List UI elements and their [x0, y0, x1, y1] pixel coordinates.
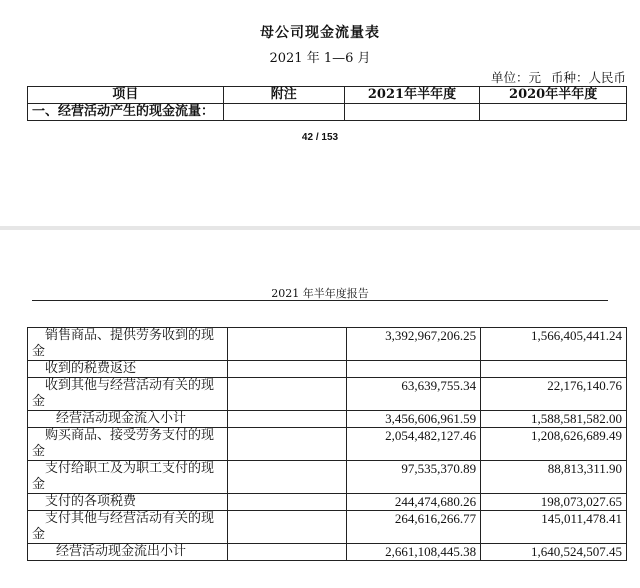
row-note	[227, 544, 347, 561]
header-row	[28, 87, 627, 104]
row-value-2021	[347, 361, 481, 378]
section-label: 一、经营活动产生的现金流量：	[28, 104, 224, 121]
header-2020: 2020年半年度	[480, 87, 627, 104]
unit-label: 单位：元	[490, 70, 541, 85]
row-value-2021: 97,535,370.89	[347, 461, 481, 494]
row-value-2021: 3,392,967,206.25	[347, 328, 481, 361]
row-item: 销售商品、提供劳务收到的现金	[28, 328, 228, 361]
row-note	[227, 328, 347, 361]
table-row	[28, 461, 627, 494]
row-note	[227, 378, 347, 411]
row-item: 收到的税费返还	[28, 361, 228, 378]
row-value-2020: 1,566,405,441.24	[481, 328, 627, 361]
cashflow-table	[27, 327, 627, 561]
row-note	[227, 411, 347, 428]
running-header: 2021 年半年度报告	[271, 287, 369, 300]
row-item: 收到其他与经营活动有关的现金	[28, 378, 228, 411]
row-value-2020: 198,073,027.65	[481, 494, 627, 511]
statement-title: 母公司现金流量表	[260, 25, 380, 41]
page-upper	[0, 0, 640, 226]
row-note	[227, 461, 347, 494]
table-row	[28, 378, 627, 411]
header-rule	[32, 300, 608, 301]
row-value-2020: 1,640,524,507.45	[481, 544, 627, 561]
header-note: 附注	[223, 87, 344, 104]
section-note-cell	[223, 104, 344, 121]
row-value-2021: 63,639,755.34	[347, 378, 481, 411]
row-value-2021: 2,661,108,445.38	[347, 544, 481, 561]
row-value-2020: 22,176,140.76	[481, 378, 627, 411]
row-item: 支付其他与经营活动有关的现金	[28, 511, 228, 544]
section-row	[28, 104, 627, 121]
row-value-2021: 244,474,680.26	[347, 494, 481, 511]
table-row	[28, 361, 627, 378]
row-note	[227, 428, 347, 461]
unit-line	[485, 68, 626, 86]
row-item: 经营活动现金流入小计	[28, 411, 228, 428]
section-2020-cell	[480, 104, 627, 121]
table-row	[28, 411, 627, 428]
page-number: 42 / 153	[301, 132, 339, 143]
table-row	[28, 494, 627, 511]
row-item: 支付给职工及为职工支付的现金	[28, 461, 228, 494]
row-note	[227, 494, 347, 511]
row-item: 经营活动现金流出小计	[28, 544, 228, 561]
header-table	[27, 86, 627, 121]
row-value-2021: 2,054,482,127.46	[347, 428, 481, 461]
header-2021: 2021年半年度	[344, 87, 480, 104]
row-value-2020: 145,011,478.41	[481, 511, 627, 544]
row-note	[227, 511, 347, 544]
header-item: 项目	[28, 87, 224, 104]
row-value-2021: 3,456,606,961.59	[347, 411, 481, 428]
row-note	[227, 361, 347, 378]
section-2021-cell	[344, 104, 480, 121]
table-row	[28, 328, 627, 361]
table-row	[28, 428, 627, 461]
statement-period: 2021 年 1—6 月	[269, 51, 371, 66]
row-value-2021: 264,616,266.77	[347, 511, 481, 544]
currency-label: 币种：人民币	[550, 70, 626, 85]
row-item: 购买商品、接受劳务支付的现金	[28, 428, 228, 461]
row-value-2020: 88,813,311.90	[481, 461, 627, 494]
row-item: 支付的各项税费	[28, 494, 228, 511]
row-value-2020	[481, 361, 627, 378]
table-row	[28, 511, 627, 544]
row-value-2020: 1,588,581,582.00	[481, 411, 627, 428]
row-value-2020: 1,208,626,689.49	[481, 428, 627, 461]
table-row	[28, 544, 627, 561]
